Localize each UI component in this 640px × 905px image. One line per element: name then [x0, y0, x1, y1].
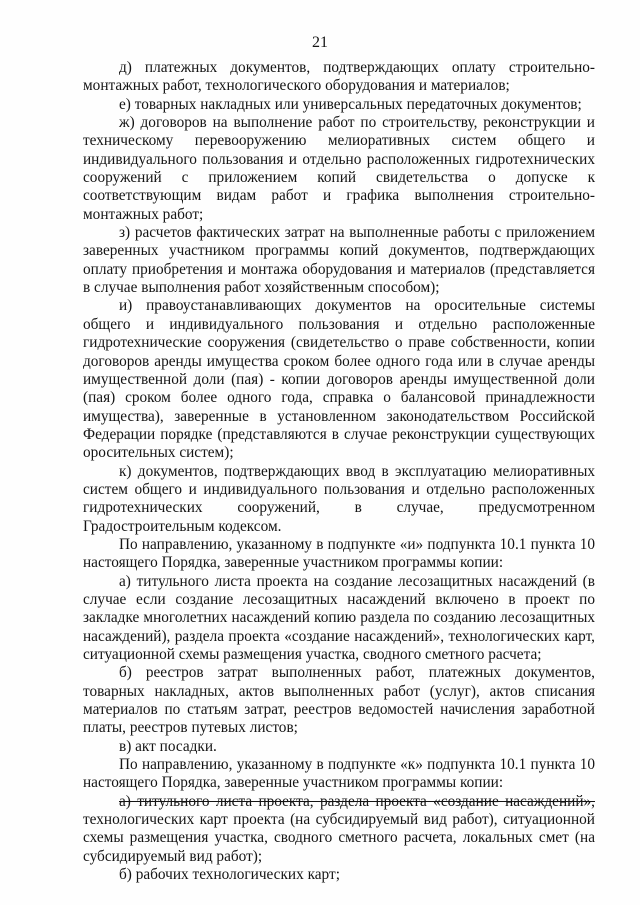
struck-through-text: а) титульного листа проекта, раздела проекта «создание насаждений», [119, 792, 595, 810]
document-body [83, 59, 595, 884]
item-i-title-documents: и) правоустанавливающих документов на оросительные системы общего и индивидуального пользования и отдельно расположенные гидротехнические сооружения (свидетельство о праве собственности, копии договоров аренды имущества сроком более одного года или в случае аренды имущественной доли (пая) - копии договоров аренды имущественной доли (пая) сроком более одного года, справка о балансовой принадлежности имущества), заверенные в установленном законодательством Российской Федерации порядке (представляются в случае реконструкции существующих оросительных систем); [83, 297, 595, 462]
item-zh-construction-contracts: ж) договоров на выполнение работ по строительству, реконструкции и техническому перевооружению мелиоративных систем общего и индивидуального пользования и отдельно расположенных гидротехнических сооружений с приложением копий свидетельства о допуске к соответствующим видам работ и графика выполнения строительно-монтажных работ; [83, 114, 595, 223]
item-a-text: технологических карт проекта (на субсидируемый вид работ), ситуационной схемы размещения участка, сводного сметного расчета, локальных смет (на субсидируемый вид работ); [83, 811, 595, 865]
direction-i-item-b: б) реестров затрат выполненных работ, платежных документов, товарных накладных, актов выполненных работ (услуг), актов списания материалов по статьям затрат, реестров ведомостей начисления заработной платы, реестров путевых листов; [83, 664, 595, 737]
item-k-commissioning-documents: к) документов, подтверждающих ввод в эксплуатацию мелиоративных систем общего и индивидуального пользования и отдельно расположенных гидротехнических сооружений, в случае, предусмотренном Градостроительным кодексом. [83, 462, 595, 535]
direction-i-intro: По направлению, указанному в подпункте «и» подпункта 10.1 пункта 10 настоящего Порядка, заверенные участником программы копии: [83, 535, 595, 572]
direction-k-item-b: б) рабочих технологических карт; [119, 866, 340, 884]
direction-i-item-a: а) титульного листа проекта на создание лесозащитных насаждений (в случае если создание лесозащитных насаждений включено в проект по закладке многолетних насаждений копию раздела по созданию лесозащитных насаждений), раздела проекта «создание насаждений», технологических карт, ситуационной схемы размещения участка, сводного сметного расчета; [83, 572, 595, 663]
item-e-invoices: е) товарных накладных или универсальных передаточных документов; [119, 95, 582, 113]
direction-k-item-a [83, 793, 595, 866]
direction-k-intro: По направлению, указанному в подпункте «к» подпункта 10.1 пункта 10 настоящего Порядка, заверенные участником программы копии: [83, 756, 595, 792]
page-number: 21 [312, 34, 328, 51]
item-d-payment-documents: д) платежных документов, подтверждающих оплату строительно-монтажных работ, технологического оборудования и материалов; [83, 59, 595, 95]
item-z-actual-costs: з) расчетов фактических затрат на выполненные работы с приложением заверенных участником программы копий документов, подтверждающих оплату приобретения и монтажа оборудования и материалов (представляется в случае выполнения работ хозяйственным способом); [83, 224, 595, 297]
direction-i-item-v: в) акт посадки. [119, 737, 217, 755]
